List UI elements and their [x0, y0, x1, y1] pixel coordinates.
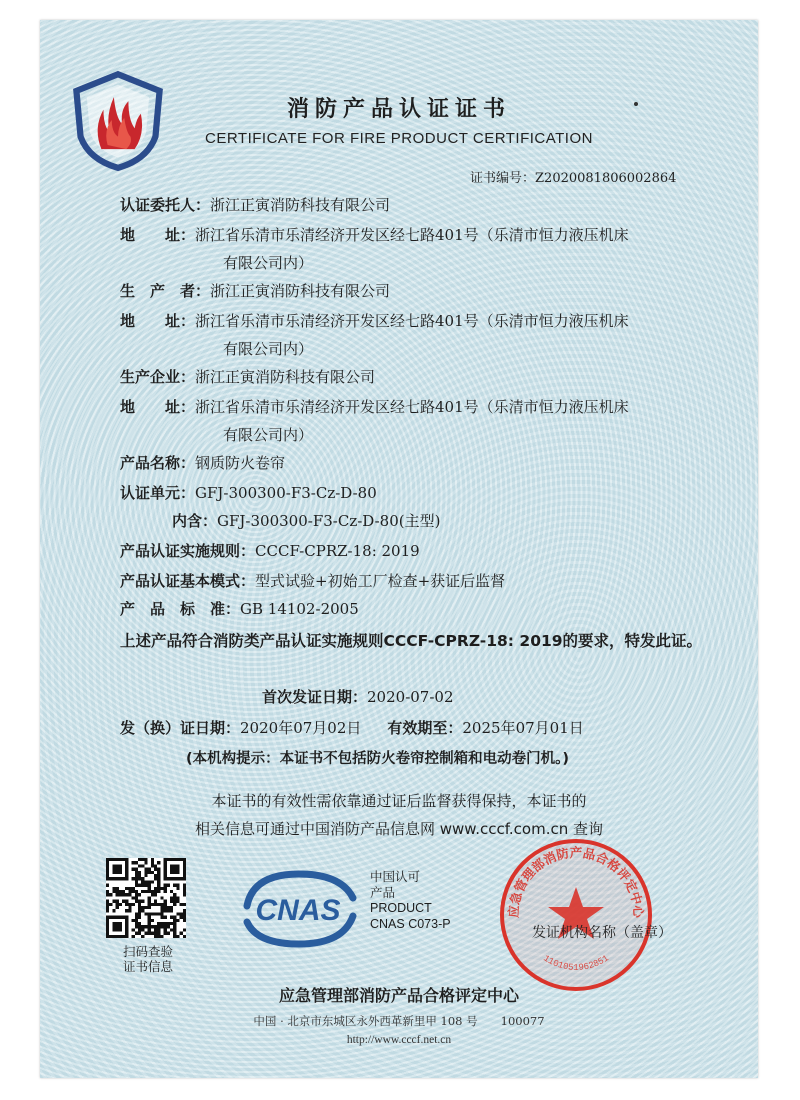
cnas-logo: [233, 868, 363, 950]
cnas-line3: PRODUCT: [370, 901, 432, 915]
address-label: 地 址：: [120, 312, 196, 330]
includes-label: 内含：: [172, 512, 218, 530]
first-issue-value: 2020-07-02: [367, 688, 454, 706]
seal-number: 1101051962851: [541, 953, 611, 973]
field-factory: [120, 368, 375, 387]
field-product-name: [120, 454, 285, 473]
rules-label: 产品认证实施规则：: [120, 542, 256, 560]
issuing-authority-label: 发证机构名称（盖章）: [532, 925, 672, 941]
first-issue-label: 首次发证日期：: [262, 688, 368, 706]
cert-no-label: 证书编号：: [470, 171, 536, 186]
validity-notice-line1: 本证书的有效性需依靠通过证后监督获得保持，本证书的: [211, 792, 587, 810]
certificate-title-en: CERTIFICATE FOR FIRE PRODUCT CERTIFICATION: [205, 130, 593, 147]
field-includes: [172, 512, 440, 531]
cnas-logo-text: CNAS: [255, 894, 341, 927]
standard-value: GB 14102-2005: [240, 600, 359, 618]
field-manufacturer-address: [120, 312, 629, 331]
cnas-line2: 产品: [370, 885, 396, 900]
field-factory-address: [120, 398, 629, 417]
ink-dot: [634, 102, 638, 106]
address-value: 浙江省乐清市乐清经济开发区经七路401号（乐清市恒力液压机床: [195, 226, 629, 244]
footer-address: 中国 · 北京市东城区永外西革新里甲 108 号 100077: [253, 1014, 545, 1028]
mode-label: 产品认证基本模式：: [120, 572, 256, 590]
field-manufacturer: [120, 282, 390, 301]
client-label: 认证委托人：: [120, 196, 211, 214]
rules-value: CCCF-CPRZ-18: 2019: [255, 542, 420, 560]
field-unit: [120, 484, 377, 503]
certificate-title-cn: 消防产品认证证书: [286, 96, 511, 122]
mode-value: 型式试验+初始工厂检查+获证后监督: [255, 572, 506, 590]
client-value: 浙江正寅消防科技有限公司: [210, 196, 391, 214]
cert-no-value: Z2020081806002864: [535, 171, 677, 186]
field-standard: [120, 600, 359, 619]
factory-value: 浙江正寅消防科技有限公司: [195, 368, 376, 386]
field-rules: [120, 542, 420, 561]
seal-ring-text: 应急管理部消防产品合格评定中心: [505, 845, 647, 919]
cnas-line1: 中国认可: [370, 870, 421, 884]
cnas-accreditation-text: [370, 870, 451, 932]
issue-value: 2020年07月02日: [240, 719, 362, 737]
compliance-statement: 上述产品符合消防类产品认证实施规则CCCF-CPRZ-18: 2019的要求，特发此证。: [120, 632, 703, 650]
factory-label: 生产企业：: [120, 368, 196, 386]
qr-code[interactable]: [106, 858, 186, 938]
manufacturer-value: 浙江正寅消防科技有限公司: [210, 282, 391, 300]
product-name-value: 钢质防火卷帘: [195, 454, 286, 472]
address-label: 地 址：: [120, 398, 196, 416]
footer-organization: 应急管理部消防产品合格评定中心: [278, 986, 519, 1005]
unit-label: 认证单元：: [120, 484, 196, 502]
first-issue-date: [262, 686, 454, 707]
address-continued: 有限公司内）: [223, 426, 314, 444]
standard-label: 产 品 标 准：: [120, 600, 241, 618]
field-client-address: [120, 226, 629, 245]
field-mode: [120, 572, 505, 591]
issue-label: 发（换）证日期：: [120, 719, 241, 737]
certificate-page: [40, 20, 758, 1078]
official-red-seal: [496, 835, 656, 995]
field-client: [120, 196, 390, 215]
unit-value: GFJ-300300-F3-Cz-D-80: [195, 484, 377, 502]
certificate-number: [470, 167, 676, 186]
manufacturer-label: 生 产 者：: [120, 282, 211, 300]
issue-and-expiry: [120, 717, 584, 738]
qr-caption: 扫码查验证书信息: [122, 944, 173, 974]
includes-value: GFJ-300300-F3-Cz-D-80(主型): [217, 512, 441, 530]
cnas-line4: CNAS C073-P: [370, 916, 451, 931]
address-label: 地 址：: [120, 226, 196, 244]
validity-notice-line2: 相关信息可通过中国消防产品信息网 www.cccf.com.cn 查询: [195, 820, 603, 838]
expiry-value: 2025年07月01日: [462, 719, 584, 737]
institution-note: (本机构提示：本证书不包括防火卷帘控制箱和电动卷门机。): [186, 751, 570, 767]
address-value: 浙江省乐清市乐清经济开发区经七路401号（乐清市恒力液压机床: [195, 398, 629, 416]
product-name-label: 产品名称：: [120, 454, 196, 472]
address-value: 浙江省乐清市乐清经济开发区经七路401号（乐清市恒力液压机床: [195, 312, 629, 330]
footer-website[interactable]: http://www.cccf.net.cn: [346, 1034, 452, 1046]
address-continued: 有限公司内）: [223, 254, 314, 272]
expiry-label: 有效期至：: [387, 719, 463, 737]
address-continued: 有限公司内）: [223, 340, 314, 358]
